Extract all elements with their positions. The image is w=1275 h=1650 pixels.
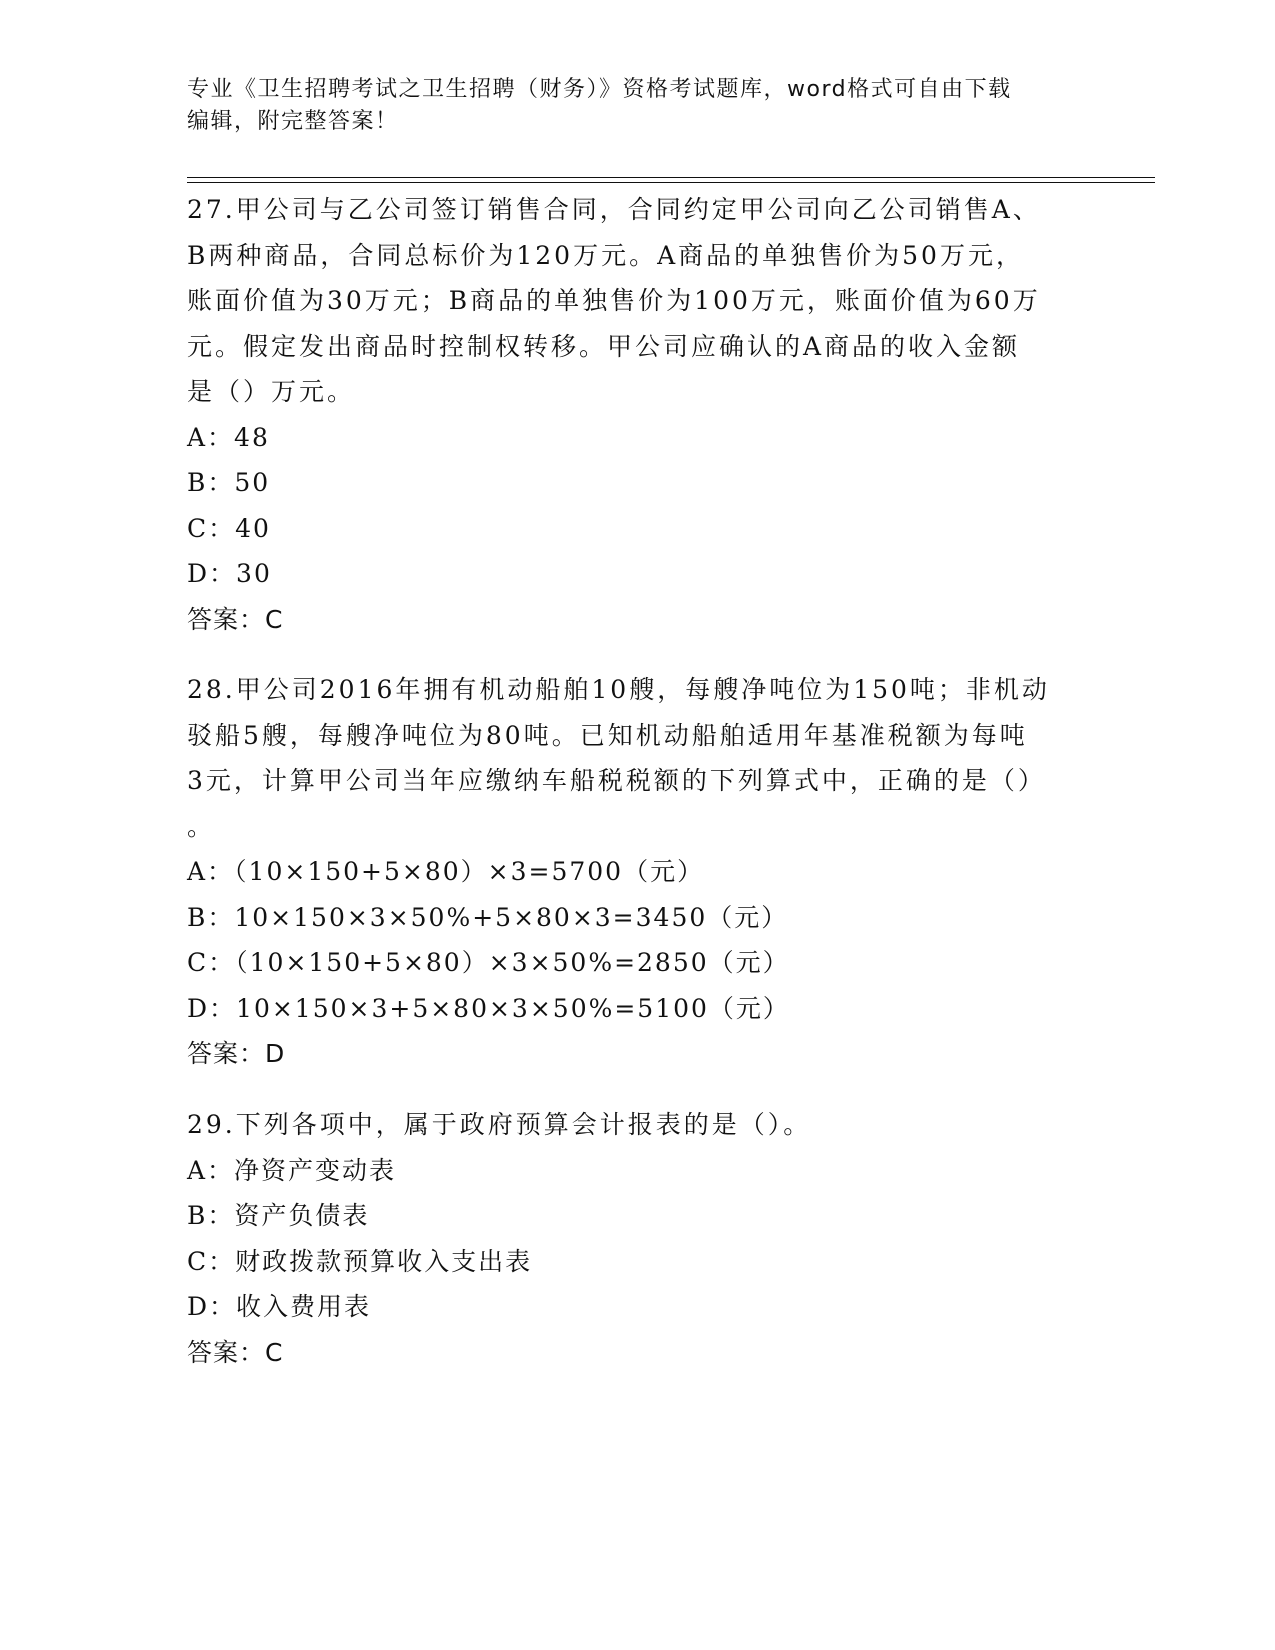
header-line-1: 专业《卫生招聘考试之卫生招聘（财务）》资格考试题库，word格式可自由下载 xyxy=(187,77,1012,102)
option-d: D：10×150×3+5×80×3×50%=5100（元） xyxy=(187,993,790,1023)
stem-line: 3元，计算甲公司当年应缴纳车船税税额的下列算式中，正确的是（） xyxy=(187,766,1046,795)
header-divider-bottom xyxy=(187,182,1155,183)
question-27 xyxy=(187,187,1087,642)
stem-line: B两种商品，合同总标价为120万元。A商品的单独售价为50万元， xyxy=(187,240,1024,270)
answer: 答案：D xyxy=(187,1039,286,1068)
option-a: A：（10×150+5×80）×3=5700（元） xyxy=(187,857,705,886)
question-29 xyxy=(187,1102,1087,1375)
option-a: A：48 xyxy=(187,422,270,452)
option-b: B：10×150×3×50%+5×80×3=3450（元） xyxy=(187,902,789,932)
answer: 答案：C xyxy=(187,1337,284,1367)
option-c: C：（10×150+5×80）×3×50%=2850（元） xyxy=(187,948,790,977)
question-stem xyxy=(187,667,1087,849)
stem-line: 。 xyxy=(187,811,216,841)
question-stem xyxy=(187,187,1087,415)
option-c: C：财政拨款预算收入支出表 xyxy=(187,1246,533,1276)
question-stem xyxy=(187,1102,1087,1148)
document-header xyxy=(187,74,1077,138)
option-b: B：资产负债表 xyxy=(187,1201,370,1230)
answer: 答案：C xyxy=(187,604,284,634)
option-d: D：收入费用表 xyxy=(187,1292,372,1321)
option-c: C：40 xyxy=(187,513,271,543)
header-line-2: 编辑，附完整答案！ xyxy=(187,109,399,134)
stem-line: 27.甲公司与乙公司签订销售合同，合同约定甲公司向乙公司销售A、 xyxy=(187,195,1041,224)
stem-line: 驳船5艘，每艘净吨位为80吨。已知机动船舶适用年基准税额为每吨 xyxy=(187,720,1028,750)
stem-line: 账面价值为30万元；B商品的单独售价为100万元，账面价值为60万 xyxy=(187,286,1041,315)
stem-line: 29.下列各项中，属于政府预算会计报表的是（）。 xyxy=(187,1110,812,1139)
stem-line: 元。假定发出商品时控制权转移。甲公司应确认的A商品的收入金额 xyxy=(187,331,1021,361)
option-d: D：30 xyxy=(187,559,272,588)
option-a: A：净资产变动表 xyxy=(187,1155,397,1185)
option-b: B：50 xyxy=(187,468,271,497)
header-divider-top xyxy=(187,177,1155,178)
question-28 xyxy=(187,667,1087,1077)
stem-line: 是（）万元。 xyxy=(187,377,356,406)
stem-line: 28.甲公司2016年拥有机动船舶10艘，每艘净吨位为150吨；非机动 xyxy=(187,675,1050,704)
